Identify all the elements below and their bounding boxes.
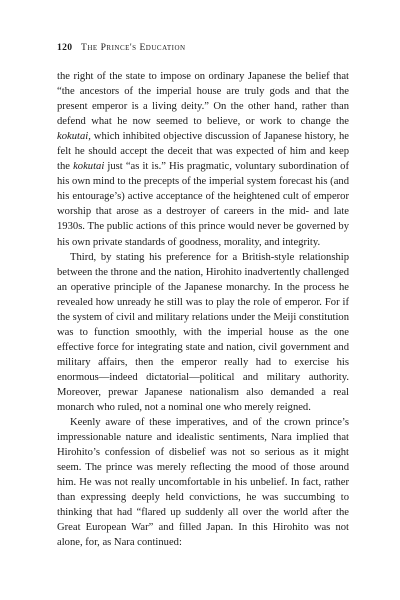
text-run: , which inhibited objective discussion of Japanese history, he felt he should accept the deceit that was expected of him and keep the <box>57 131 349 173</box>
paragraph-1 <box>57 69 349 250</box>
body-text <box>57 69 349 551</box>
running-head <box>57 42 349 53</box>
text-run: Third, by stating his preference for a British-style relationship between the throne and the nation, Hirohito inadvertently challenged an operative principle of the Japanese monarchy. In the process he revealed how unready he still was to play the role of emperor. For if the system of civil and military relations under the Meiji constitution was to function smoothly, with the imperial house as the one effective force for integrating state and nation, civil government and military affairs, then the emperor really had to exercise his enormous—indeed dictatorial—political and military authority. Moreover, prewar Japanese nationalism also demanded a real monarch who ruled, not a nominal one who merely reigned. <box>57 251 349 414</box>
italic-term: kokutai <box>57 131 89 143</box>
text-run: the right of the state to impose on ordinary Japanese the belief that “the ancestors of the imperial house are truly gods and that the present emperor is a living deity.” On the other hand, rather than defend what he now seemed to believe, or work to change the <box>57 71 349 128</box>
paragraph-2 <box>57 250 349 416</box>
section-title: The Prince's Education <box>81 42 186 53</box>
page-number: 120 <box>57 42 73 53</box>
text-run: just “as it is.” His pragmatic, voluntary subordination of his own mind to the precepts of the imperial system forecast his (and his entourage’s) active acceptance of the heightened cult of emperor worship that arose as a destroyer of careers in the mid- and late 1930s. The public actions of this prince would never be governed by his own private standards of goodness, morality, and integrity. <box>57 161 349 248</box>
italic-term: kokutai <box>73 161 105 173</box>
text-run: Keenly aware of these imperatives, and of the crown prince’s impressionable nature and idealistic sentiments, Nara implied that Hirohito’s confession of disbelief was not so serious as it might seem. The prince was merely reflecting the mood of those around him. He was not really uncomfortable in his unbelief. In fact, rather than expressing deeply held convictions, he was succumbing to thinking that had “flared up suddenly all over the world after the Great European War” and filled Japan. In this Hirohito was not alone, for, as Nara continued: <box>57 417 349 549</box>
book-page <box>57 42 349 551</box>
paragraph-3 <box>57 415 349 550</box>
